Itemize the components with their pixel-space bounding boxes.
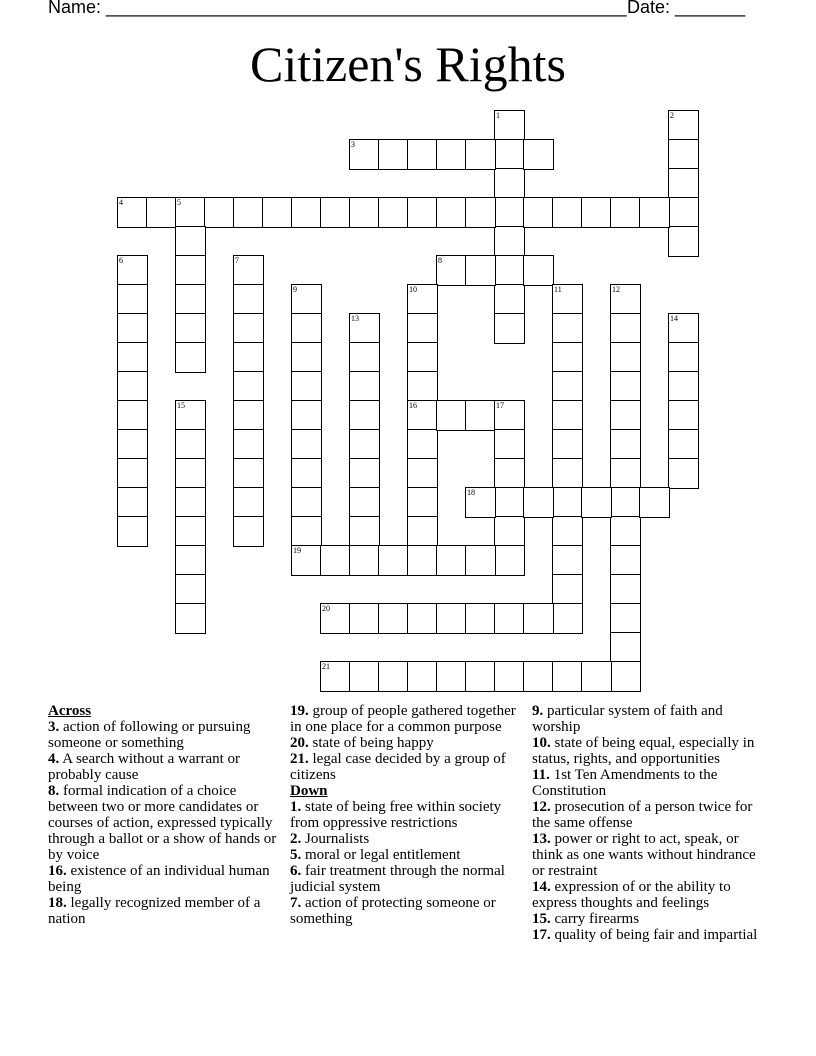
grid-cell[interactable]: [233, 516, 264, 547]
clue-down-17: 17. quality of being fair and impartial: [532, 927, 758, 943]
grid-cell[interactable]: [494, 139, 525, 170]
grid-cell[interactable]: [407, 487, 438, 518]
grid-cell[interactable]: [523, 197, 554, 228]
grid-cell[interactable]: [378, 661, 409, 692]
grid-cell[interactable]: [291, 458, 322, 489]
grid-cell[interactable]: [465, 400, 496, 431]
grid-cell[interactable]: [349, 371, 380, 402]
grid-cell[interactable]: [465, 139, 496, 170]
grid-cell[interactable]: [610, 313, 641, 344]
grid-cell[interactable]: [639, 197, 670, 228]
grid-cell[interactable]: [233, 313, 264, 344]
grid-cell[interactable]: [610, 371, 641, 402]
grid-cell[interactable]: [610, 284, 641, 315]
grid-cell[interactable]: [320, 603, 351, 634]
grid-cell[interactable]: [291, 313, 322, 344]
clue-across-21: 21. legal case decided by a group of citizens: [290, 751, 506, 783]
grid-cell[interactable]: [291, 429, 322, 460]
grid-cell[interactable]: [668, 458, 699, 489]
grid-cell[interactable]: [436, 139, 467, 170]
grid-cell[interactable]: [668, 110, 699, 141]
grid-cell[interactable]: [349, 342, 380, 373]
grid-cell[interactable]: [610, 661, 641, 692]
grid-cell[interactable]: [610, 603, 641, 634]
grid-cell[interactable]: [407, 400, 438, 431]
grid-cell[interactable]: [349, 139, 380, 170]
grid-cell[interactable]: [175, 429, 206, 460]
grid-clue-number: 2: [670, 111, 674, 120]
grid-cell[interactable]: [117, 400, 148, 431]
grid-cell[interactable]: [407, 603, 438, 634]
grid-cell[interactable]: [175, 603, 206, 634]
grid-cell[interactable]: [581, 661, 612, 692]
grid-cell[interactable]: [610, 400, 641, 431]
grid-cell[interactable]: [378, 139, 409, 170]
grid-cell[interactable]: [494, 313, 525, 344]
grid-cell[interactable]: [407, 458, 438, 489]
grid-cell[interactable]: [233, 487, 264, 518]
clue-down-6: 6. fair treatment through the normal judicial system: [290, 863, 505, 895]
grid-cell[interactable]: [436, 661, 467, 692]
grid-cell[interactable]: [668, 371, 699, 402]
grid-clue-number: 6: [119, 256, 123, 265]
clues-column-2: [290, 703, 526, 927]
grid-cell[interactable]: [494, 226, 525, 257]
grid-cell[interactable]: [291, 342, 322, 373]
grid-clue-number: 17: [496, 401, 504, 410]
clues-column-1: [48, 703, 284, 927]
grid-cell[interactable]: [552, 516, 583, 547]
grid-cell[interactable]: [233, 284, 264, 315]
grid-cell[interactable]: [175, 342, 206, 373]
clue-down-13: 13. power or right to act, speak, or think as one wants without hindrance or restraint: [532, 831, 756, 879]
grid-cell[interactable]: [378, 197, 409, 228]
grid-cell[interactable]: [175, 197, 206, 228]
grid-cell[interactable]: [523, 487, 554, 518]
grid-cell[interactable]: [494, 545, 525, 576]
grid-clue-number: 13: [351, 314, 359, 323]
grid-clue-number: 10: [409, 285, 417, 294]
grid-cell[interactable]: [407, 371, 438, 402]
grid-clue-number: 1: [496, 111, 500, 120]
grid-clue-number: 5: [177, 198, 181, 207]
grid-cell[interactable]: [581, 197, 612, 228]
grid-cell[interactable]: [233, 458, 264, 489]
grid-cell[interactable]: [117, 342, 148, 373]
grid-cell[interactable]: [291, 545, 322, 576]
clue-across-8: 8. formal indication of a choice between two or more candidates or courses of action, expressed typically through a ballot or a show of hands or by voice: [48, 783, 277, 863]
clue-across-16: 16. existence of an individual human being: [48, 863, 270, 895]
clue-down-1: 1. state of being free within society from oppressive restrictions: [290, 799, 502, 831]
grid-cell[interactable]: [291, 371, 322, 402]
date-label: Date: _______: [627, 0, 746, 17]
clue-across-4: 4. A search without a warrant or probably cause: [48, 751, 241, 783]
grid-cell[interactable]: [668, 400, 699, 431]
grid-cell[interactable]: [494, 516, 525, 547]
grid-cell[interactable]: [552, 342, 583, 373]
grid-cell[interactable]: [494, 400, 525, 431]
grid-cell[interactable]: [610, 545, 641, 576]
grid-cell[interactable]: [146, 197, 177, 228]
grid-cell[interactable]: [349, 313, 380, 344]
grid-cell[interactable]: [349, 603, 380, 634]
grid-cell[interactable]: [175, 574, 206, 605]
grid-clue-number: 20: [322, 604, 330, 613]
grid-cell[interactable]: [291, 400, 322, 431]
clue-down-14: 14. expression of or the ability to express thoughts and feelings: [532, 879, 731, 911]
clue-across-19: 19. group of people gathered together in one place for a common purpose: [290, 703, 516, 735]
grid-cell[interactable]: [494, 661, 525, 692]
grid-cell[interactable]: [668, 197, 699, 228]
grid-cell[interactable]: [349, 400, 380, 431]
grid-cell[interactable]: [117, 284, 148, 315]
grid-cell[interactable]: [175, 458, 206, 489]
clue-down-15: 15. carry firearms: [532, 911, 640, 927]
grid-cell[interactable]: [552, 487, 583, 518]
grid-cell[interactable]: [175, 284, 206, 315]
grid-cell[interactable]: [465, 603, 496, 634]
grid-cell[interactable]: [610, 632, 641, 663]
grid-clue-number: 15: [177, 401, 185, 410]
grid-cell[interactable]: [349, 661, 380, 692]
grid-cell[interactable]: [349, 516, 380, 547]
grid-cell[interactable]: [407, 516, 438, 547]
grid-cell[interactable]: [494, 168, 525, 199]
grid-cell[interactable]: [610, 574, 641, 605]
grid-cell[interactable]: [552, 429, 583, 460]
grid-cell[interactable]: [610, 197, 641, 228]
grid-cell[interactable]: [668, 429, 699, 460]
grid-clue-number: 7: [235, 256, 239, 265]
grid-cell[interactable]: [175, 400, 206, 431]
grid-cell[interactable]: [291, 516, 322, 547]
grid-cell[interactable]: [117, 371, 148, 402]
clue-across-3: 3. action of following or pursuing someone or something: [48, 719, 251, 751]
grid-cell[interactable]: [494, 197, 525, 228]
grid-cell[interactable]: [494, 255, 525, 286]
grid-cell[interactable]: [552, 284, 583, 315]
grid-cell[interactable]: [465, 487, 496, 518]
grid-cell[interactable]: [552, 371, 583, 402]
grid-cell[interactable]: [262, 197, 293, 228]
grid-clue-number: 3: [351, 140, 355, 149]
grid-cell[interactable]: [233, 371, 264, 402]
grid-cell[interactable]: [117, 313, 148, 344]
grid-cell[interactable]: [291, 487, 322, 518]
grid-cell[interactable]: [465, 197, 496, 228]
grid-cell[interactable]: [465, 255, 496, 286]
grid-cell[interactable]: [320, 197, 351, 228]
grid-cell[interactable]: [407, 139, 438, 170]
grid-cell[interactable]: [494, 110, 525, 141]
grid-cell[interactable]: [349, 545, 380, 576]
grid-cell[interactable]: [117, 429, 148, 460]
grid-cell[interactable]: [378, 545, 409, 576]
grid-cell[interactable]: [465, 661, 496, 692]
grid-clue-number: 18: [467, 488, 475, 497]
clue-down-9: 9. particular system of faith and worship: [532, 703, 723, 735]
grid-cell[interactable]: [291, 284, 322, 315]
grid-cell[interactable]: [668, 313, 699, 344]
grid-cell[interactable]: [117, 516, 148, 547]
grid-cell[interactable]: [494, 284, 525, 315]
grid-cell[interactable]: [117, 255, 148, 286]
grid-cell[interactable]: [407, 284, 438, 315]
grid-clue-number: 19: [293, 546, 301, 555]
down-heading: Down: [290, 783, 328, 799]
grid-cell[interactable]: [552, 400, 583, 431]
grid-clue-number: 11: [554, 285, 562, 294]
clue-down-10: 10. state of being equal, especially in status, rights, and opportunities: [532, 735, 755, 767]
grid-clue-number: 16: [409, 401, 417, 410]
grid-cell[interactable]: [436, 197, 467, 228]
grid-cell[interactable]: [494, 603, 525, 634]
grid-cell[interactable]: [668, 168, 699, 199]
grid-cell[interactable]: [552, 313, 583, 344]
grid-cell[interactable]: [175, 487, 206, 518]
grid-clue-number: 9: [293, 285, 297, 294]
grid-cell[interactable]: [117, 197, 148, 228]
grid-cell[interactable]: [407, 545, 438, 576]
grid-cell[interactable]: [175, 545, 206, 576]
grid-cell[interactable]: [610, 487, 641, 518]
grid-cell[interactable]: [378, 603, 409, 634]
grid-cell[interactable]: [407, 197, 438, 228]
grid-cell[interactable]: [668, 226, 699, 257]
grid-cell[interactable]: [494, 487, 525, 518]
grid-cell[interactable]: [436, 545, 467, 576]
grid-cell[interactable]: [233, 400, 264, 431]
grid-clue-number: 8: [438, 256, 442, 265]
grid-clue-number: 4: [119, 198, 123, 207]
grid-cell[interactable]: [668, 139, 699, 170]
grid-cell[interactable]: [407, 313, 438, 344]
grid-clue-number: 21: [322, 662, 330, 671]
clue-across-20: 20. state of being happy: [290, 735, 434, 751]
grid-cell[interactable]: [552, 574, 583, 605]
grid-clue-number: 12: [612, 285, 620, 294]
grid-cell[interactable]: [436, 255, 467, 286]
grid-clue-number: 14: [670, 314, 678, 323]
clues-column-3: [532, 703, 768, 943]
name-label: Name: ____________________________________________________: [48, 0, 627, 17]
clue-down-2: 2. Journalists: [290, 831, 370, 847]
grid-cell[interactable]: [668, 342, 699, 373]
grid-cell[interactable]: [610, 516, 641, 547]
grid-cell[interactable]: [552, 458, 583, 489]
grid-cell[interactable]: [175, 313, 206, 344]
grid-cell[interactable]: [233, 197, 264, 228]
grid-cell[interactable]: [610, 429, 641, 460]
grid-cell[interactable]: [523, 139, 554, 170]
grid-cell[interactable]: [175, 255, 206, 286]
grid-cell[interactable]: [465, 545, 496, 576]
grid-cell[interactable]: [175, 226, 206, 257]
grid-cell[interactable]: [552, 545, 583, 576]
grid-cell[interactable]: [523, 661, 554, 692]
grid-cell[interactable]: [552, 197, 583, 228]
grid-cell[interactable]: [320, 545, 351, 576]
grid-cell[interactable]: [349, 458, 380, 489]
page-title: Citizen's Rights: [250, 36, 566, 92]
grid-cell[interactable]: [610, 342, 641, 373]
grid-cell[interactable]: [233, 342, 264, 373]
grid-cell[interactable]: [117, 487, 148, 518]
grid-cell[interactable]: [523, 255, 554, 286]
grid-cell[interactable]: [291, 197, 322, 228]
clue-down-11: 11. 1st Ten Amendments to the Constitution: [532, 767, 718, 799]
grid-cell[interactable]: [407, 661, 438, 692]
grid-cell[interactable]: [407, 429, 438, 460]
grid-cell[interactable]: [233, 429, 264, 460]
clue-down-5: 5. moral or legal entitlement: [290, 847, 461, 863]
grid-cell[interactable]: [523, 603, 554, 634]
grid-cell[interactable]: [494, 458, 525, 489]
grid-cell[interactable]: [552, 603, 583, 634]
grid-cell[interactable]: [175, 516, 206, 547]
across-heading: Across: [48, 703, 92, 719]
grid-cell[interactable]: [407, 342, 438, 373]
grid-cell[interactable]: [494, 429, 525, 460]
grid-cell[interactable]: [204, 197, 235, 228]
clue-down-7: 7. action of protecting someone or something: [290, 895, 496, 927]
grid-cell[interactable]: [117, 458, 148, 489]
grid-cell[interactable]: [436, 603, 467, 634]
grid-cell[interactable]: [233, 255, 264, 286]
grid-cell[interactable]: [320, 661, 351, 692]
clue-down-12: 12. prosecution of a person twice for the same offense: [532, 799, 753, 831]
grid-cell[interactable]: [610, 458, 641, 489]
grid-cell[interactable]: [349, 197, 380, 228]
grid-cell[interactable]: [552, 661, 583, 692]
grid-cell[interactable]: [349, 487, 380, 518]
grid-cell[interactable]: [581, 487, 612, 518]
grid-cell[interactable]: [349, 429, 380, 460]
clue-across-18: 18. legally recognized member of a nation: [48, 895, 261, 927]
grid-cell[interactable]: [639, 487, 670, 518]
grid-cell[interactable]: [436, 400, 467, 431]
